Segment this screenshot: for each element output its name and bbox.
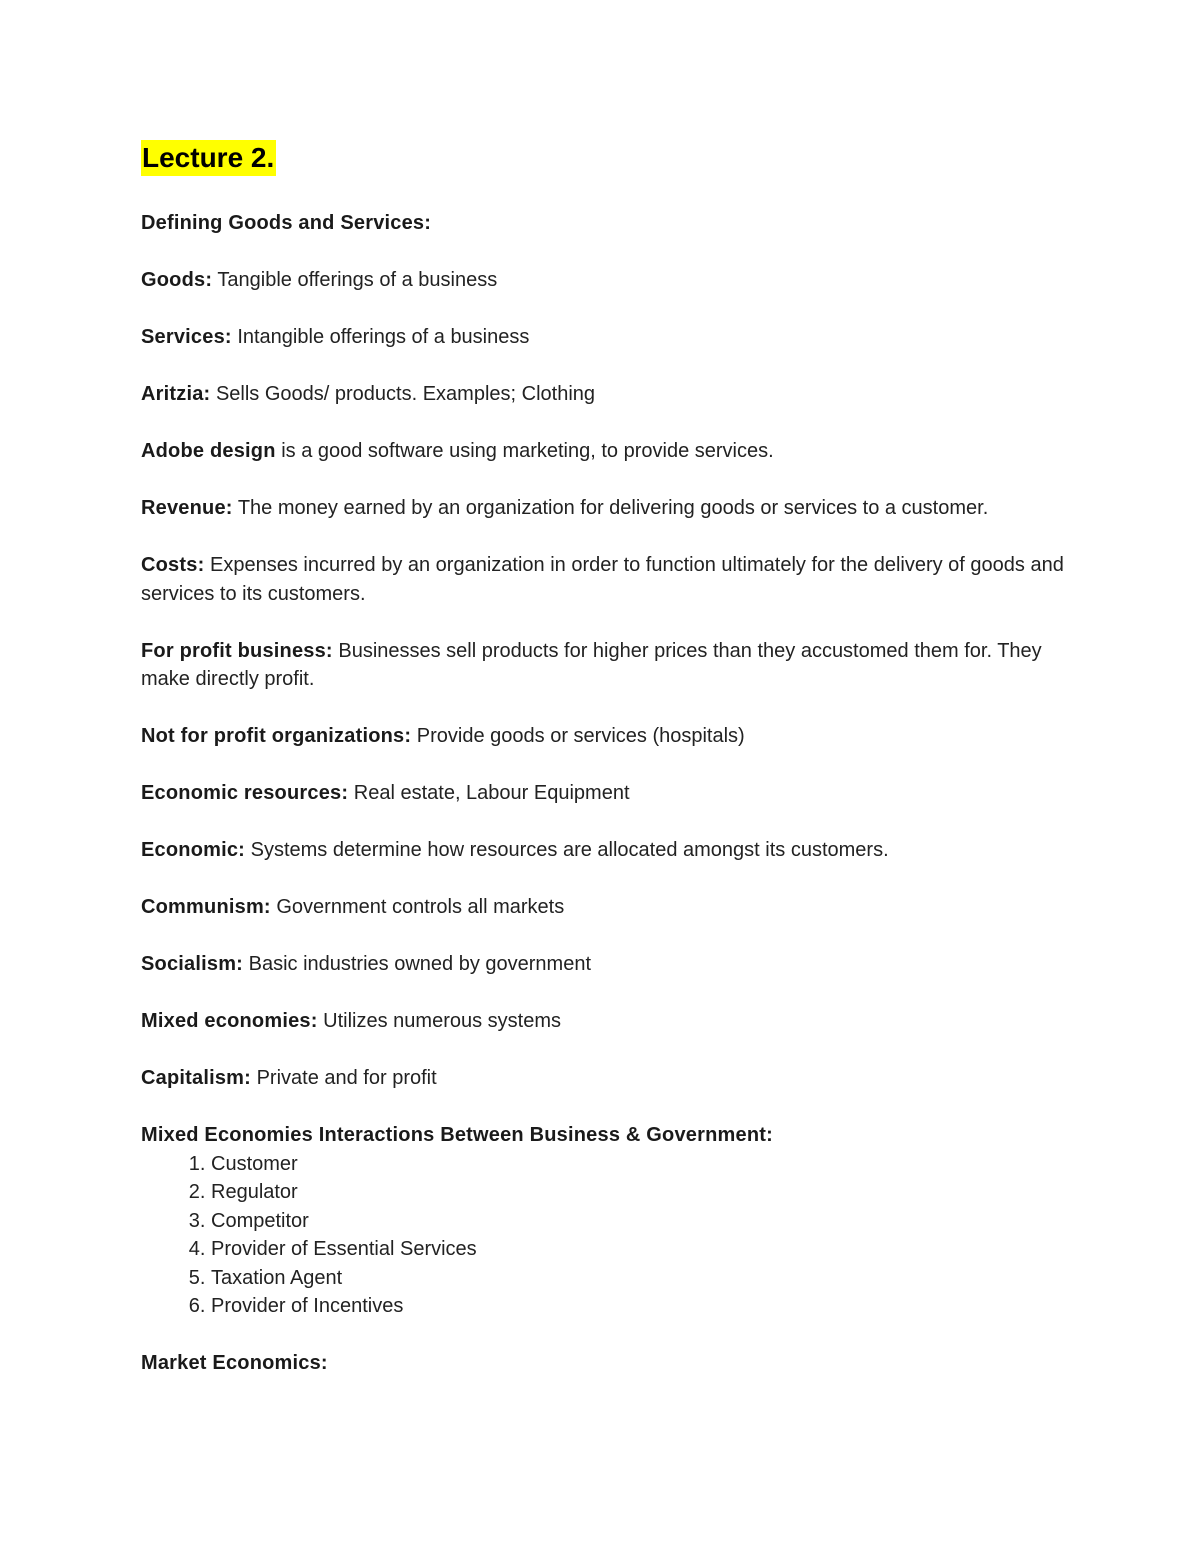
definition-socialism [141,950,1071,979]
page-title: Lecture 2. [141,140,276,176]
definition-goods [141,266,1071,295]
list-item: 1. Customer [211,1150,1071,1179]
term-description: Businesses sell products for higher prices than they accustomed them for. They make directly profit. [141,639,1042,690]
term-label: Goods: [141,269,213,291]
term-label: Costs: [141,554,205,576]
definition-capitalism [141,1064,1071,1093]
term-description: Intangible offerings of a business [231,326,530,348]
mixed-economies-heading: Mixed Economies Interactions Between Business & Government: [141,1124,773,1146]
government-roles-list [141,1150,1071,1321]
term-description: Real estate, Labour Equipment [348,782,630,804]
list-item: 6. Provider of Incentives [211,1292,1071,1321]
term-label: Adobe design [141,440,276,462]
definition-services [141,323,1071,352]
term-description: Tangible offerings of a business [212,269,498,291]
definition-for-profit-business [141,637,1071,694]
definition-not-for-profit [141,722,1071,751]
term-label: Capitalism: [141,1067,252,1089]
term-label: Mixed economies: [141,1010,318,1032]
definition-economic-resources [141,779,1071,808]
term-description: Sells Goods/ products. Examples; Clothing [210,383,596,405]
term-description: Government controls all markets [270,896,565,918]
term-description: Basic industries owned by government [243,953,592,975]
list-item: 2. Regulator [211,1178,1071,1207]
term-label: Revenue: [141,497,233,519]
list-item: 3. Competitor [211,1207,1071,1236]
term-label: Communism: [141,896,271,918]
term-label: For profit business: [141,639,333,662]
definition-communism [141,893,1071,922]
market-economics-heading: Market Economics: [141,1352,328,1374]
term-label: Economic: [141,839,246,861]
term-label: Socialism: [141,953,244,975]
section-heading: Defining Goods and Services: [141,212,432,234]
definition-aritzia [141,380,1071,409]
document-body [141,140,1071,1378]
definition-economic [141,836,1071,865]
term-description: Provide goods or services (hospitals) [411,725,745,747]
definition-adobe-design [141,437,1071,466]
term-description: Systems determine how resources are allocated amongst its customers. [245,839,889,861]
list-item: 5. Taxation Agent [211,1264,1071,1293]
term-label: Services: [141,326,232,348]
list-item: 4. Provider of Essential Services [211,1235,1071,1264]
term-description: Expenses incurred by an organization in order to function ultimately for the delivery of goods and services to its customers. [141,554,1064,605]
term-description: Private and for profit [251,1067,437,1089]
term-label: Economic resources: [141,782,349,804]
definition-revenue [141,494,1071,523]
definition-mixed-economies [141,1007,1071,1036]
definition-costs [141,551,1071,608]
term-description: Utilizes numerous systems [317,1010,561,1032]
term-label: Not for profit organizations: [141,725,412,747]
term-label: Aritzia: [141,383,211,405]
term-description: The money earned by an organization for delivering goods or services to a customer. [232,497,989,519]
term-description: is a good software using marketing, to provide services. [275,440,774,462]
